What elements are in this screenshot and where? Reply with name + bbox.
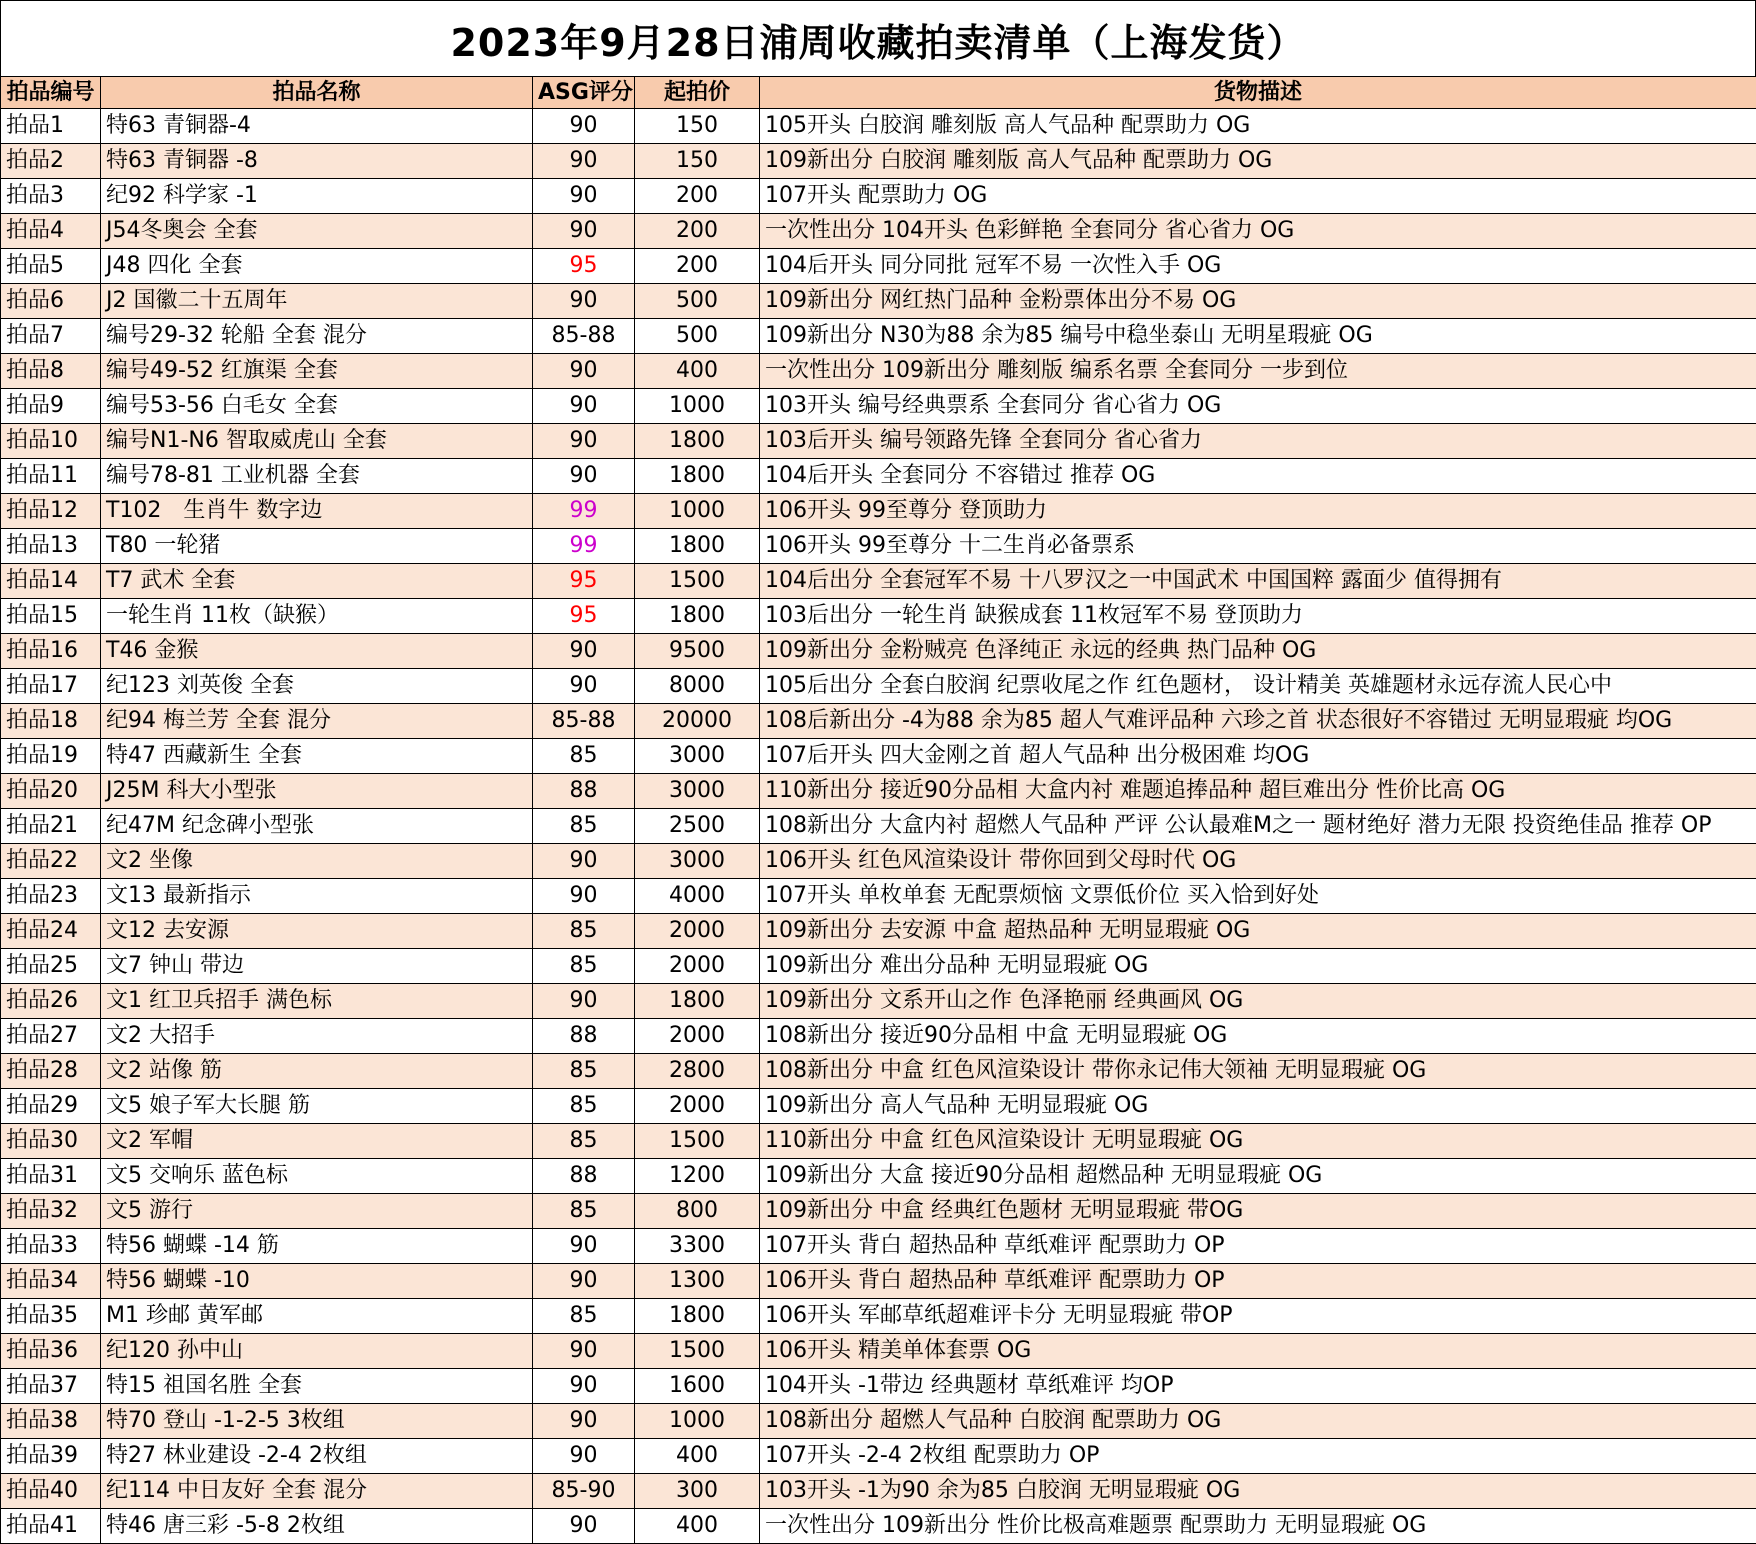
lot-name-cell[interactable]: 特47 西藏新生 全套	[101, 739, 533, 774]
table-row	[1, 179, 1756, 214]
description-cell[interactable]: 105后出分 全套白胶润 纪票收尾之作 红色题材， 设计精美 英雄题材永远存流人民心中	[760, 669, 1756, 704]
lot-number-cell[interactable]: 拍品14	[1, 564, 101, 599]
lot-name-cell[interactable]: 纪94 梅兰芳 全套 混分	[101, 704, 533, 739]
lot-name-cell[interactable]: 文2 大招手	[101, 1019, 533, 1054]
lot-name-cell[interactable]: 文7 钟山 带边	[101, 949, 533, 984]
description-cell[interactable]: 109新出分 高人气品种 无明显瑕疵 OG	[760, 1089, 1756, 1124]
lot-number-cell[interactable]: 拍品32	[1, 1194, 101, 1229]
lot-name-cell[interactable]: 编号53-56 白毛女 全套	[101, 389, 533, 424]
description-cell[interactable]: 110新出分 接近90分品相 大盒内衬 难题追捧品种 超巨难出分 性价比高 OG	[760, 774, 1756, 809]
starting-price-cell[interactable]: 9500	[635, 634, 760, 669]
lot-number-cell[interactable]: 拍品6	[1, 284, 101, 319]
description-cell[interactable]: 106开头 军邮草纸超难评卡分 无明显瑕疵 带OP	[760, 1299, 1756, 1334]
description-cell[interactable]: 109新出分 网红热门品种 金粉票体出分不易 OG	[760, 284, 1756, 319]
description-cell[interactable]: 109新出分 难出分品种 无明显瑕疵 OG	[760, 949, 1756, 984]
description-cell[interactable]: 107开头 -2-4 2枚组 配票助力 OP	[760, 1439, 1756, 1474]
lot-number-cell[interactable]: 拍品1	[1, 109, 101, 144]
header-description: 货物描述	[760, 77, 1756, 109]
starting-price-cell[interactable]: 1800	[635, 424, 760, 459]
lot-number-cell[interactable]: 拍品8	[1, 354, 101, 389]
description-cell[interactable]: 108新出分 接近90分品相 中盒 无明显瑕疵 OG	[760, 1019, 1756, 1054]
asg-grade-cell[interactable]: 99	[533, 494, 635, 529]
header-row	[1, 77, 1756, 109]
asg-grade-cell[interactable]: 90	[533, 1334, 635, 1369]
table-row	[1, 249, 1756, 284]
lot-name-cell[interactable]: 编号29-32 轮船 全套 混分	[101, 319, 533, 354]
table-row	[1, 634, 1756, 669]
lot-name-cell[interactable]: 特15 祖国名胜 全套	[101, 1369, 533, 1404]
description-cell[interactable]: 107开头 单枚单套 无配票烦恼 文票低价位 买入恰到好处	[760, 879, 1756, 914]
table-row	[1, 424, 1756, 459]
table-row	[1, 599, 1756, 634]
table-row	[1, 844, 1756, 879]
header-lot-number: 拍品编号	[1, 77, 101, 109]
starting-price-cell[interactable]: 1800	[635, 459, 760, 494]
table-row	[1, 1054, 1756, 1089]
lot-name-cell[interactable]: 文1 红卫兵招手 满色标	[101, 984, 533, 1019]
table-row	[1, 879, 1756, 914]
asg-grade-cell[interactable]: 85-88	[533, 704, 635, 739]
table-row	[1, 704, 1756, 739]
starting-price-cell[interactable]: 4000	[635, 879, 760, 914]
description-cell[interactable]: 104后开头 全套同分 不容错过 推荐 OG	[760, 459, 1756, 494]
lot-name-cell[interactable]: 文2 军帽	[101, 1124, 533, 1159]
starting-price-cell[interactable]: 3300	[635, 1229, 760, 1264]
starting-price-cell[interactable]: 400	[635, 1509, 760, 1544]
starting-price-cell[interactable]: 800	[635, 1194, 760, 1229]
table-row	[1, 949, 1756, 984]
starting-price-cell[interactable]: 150	[635, 109, 760, 144]
asg-grade-cell[interactable]: 90	[533, 1439, 635, 1474]
starting-price-cell[interactable]: 1800	[635, 984, 760, 1019]
description-cell[interactable]: 110新出分 中盒 红色风渲染设计 无明显瑕疵 OG	[760, 1124, 1756, 1159]
table-row	[1, 564, 1756, 599]
description-cell[interactable]: 107开头 配票助力 OG	[760, 179, 1756, 214]
lot-name-cell[interactable]: T80 一轮猪	[101, 529, 533, 564]
lot-number-cell[interactable]: 拍品23	[1, 879, 101, 914]
asg-grade-cell[interactable]: 85-90	[533, 1474, 635, 1509]
table-row	[1, 1229, 1756, 1264]
asg-grade-cell[interactable]: 99	[533, 529, 635, 564]
table-row	[1, 1439, 1756, 1474]
description-cell[interactable]: 106开头 99至尊分 十二生肖必备票系	[760, 529, 1756, 564]
lot-name-cell[interactable]: 纪47M 纪念碑小型张	[101, 809, 533, 844]
lot-name-cell[interactable]: 文5 交响乐 蓝色标	[101, 1159, 533, 1194]
lot-name-cell[interactable]: M1 珍邮 黄军邮	[101, 1299, 533, 1334]
lot-number-cell[interactable]: 拍品20	[1, 774, 101, 809]
table-row	[1, 1474, 1756, 1509]
asg-grade-cell[interactable]: 90	[533, 424, 635, 459]
starting-price-cell[interactable]: 400	[635, 354, 760, 389]
description-cell[interactable]: 109新出分 金粉贼亮 色泽纯正 永远的经典 热门品种 OG	[760, 634, 1756, 669]
lot-number-cell[interactable]: 拍品22	[1, 844, 101, 879]
table-row	[1, 459, 1756, 494]
lot-name-cell[interactable]: J48 四化 全套	[101, 249, 533, 284]
asg-grade-cell[interactable]: 90	[533, 284, 635, 319]
lot-number-cell[interactable]: 拍品5	[1, 249, 101, 284]
table-row	[1, 1509, 1756, 1544]
lot-name-cell[interactable]: J25M 科大小型张	[101, 774, 533, 809]
description-cell[interactable]: 108新出分 超燃人气品种 白胶润 配票助力 OG	[760, 1404, 1756, 1439]
description-cell[interactable]: 108新出分 中盒 红色风渲染设计 带你永记伟大领袖 无明显瑕疵 OG	[760, 1054, 1756, 1089]
table-row	[1, 529, 1756, 564]
description-cell[interactable]: 104后开头 同分同批 冠军不易 一次性入手 OG	[760, 249, 1756, 284]
lot-number-cell[interactable]: 拍品34	[1, 1264, 101, 1299]
header-lot-name: 拍品名称	[101, 77, 533, 109]
lot-number-cell[interactable]: 拍品24	[1, 914, 101, 949]
lot-name-cell[interactable]: 特56 蝴蝶 -10	[101, 1264, 533, 1299]
lot-name-cell[interactable]: J54冬奥会 全套	[101, 214, 533, 249]
starting-price-cell[interactable]: 1500	[635, 564, 760, 599]
table-row	[1, 669, 1756, 704]
lot-number-cell[interactable]: 拍品27	[1, 1019, 101, 1054]
lot-number-cell[interactable]: 拍品31	[1, 1159, 101, 1194]
starting-price-cell[interactable]: 1000	[635, 389, 760, 424]
lot-name-cell[interactable]: 特63 青铜器 -8	[101, 144, 533, 179]
table-row	[1, 809, 1756, 844]
table-row	[1, 1369, 1756, 1404]
asg-grade-cell[interactable]: 85	[533, 1194, 635, 1229]
asg-grade-cell[interactable]: 85	[533, 949, 635, 984]
lot-name-cell[interactable]: 特46 唐三彩 -5-8 2枚组	[101, 1509, 533, 1544]
lot-number-cell[interactable]: 拍品33	[1, 1229, 101, 1264]
asg-grade-cell[interactable]: 90	[533, 844, 635, 879]
description-cell[interactable]: 103后开头 编号领路先锋 全套同分 省心省力	[760, 424, 1756, 459]
lot-name-cell[interactable]: 特56 蝴蝶 -14 筋	[101, 1229, 533, 1264]
table-row	[1, 1124, 1756, 1159]
table-row	[1, 109, 1756, 144]
lot-name-cell[interactable]: 编号49-52 红旗渠 全套	[101, 354, 533, 389]
lot-number-cell[interactable]: 拍品41	[1, 1509, 101, 1544]
starting-price-cell[interactable]: 2800	[635, 1054, 760, 1089]
starting-price-cell[interactable]: 1200	[635, 1159, 760, 1194]
table-row	[1, 494, 1756, 529]
lot-name-cell[interactable]: 纪92 科学家 -1	[101, 179, 533, 214]
asg-grade-cell[interactable]: 85	[533, 1054, 635, 1089]
lot-number-cell[interactable]: 拍品18	[1, 704, 101, 739]
lot-number-cell[interactable]: 拍品10	[1, 424, 101, 459]
lot-number-cell[interactable]: 拍品12	[1, 494, 101, 529]
lot-name-cell[interactable]: 纪123 刘英俊 全套	[101, 669, 533, 704]
starting-price-cell[interactable]: 1600	[635, 1369, 760, 1404]
asg-grade-cell[interactable]: 90	[533, 669, 635, 704]
lot-number-cell[interactable]: 拍品35	[1, 1299, 101, 1334]
asg-grade-cell[interactable]: 90	[533, 984, 635, 1019]
asg-grade-cell[interactable]: 90	[533, 634, 635, 669]
lot-number-cell[interactable]: 拍品39	[1, 1439, 101, 1474]
lot-number-cell[interactable]: 拍品26	[1, 984, 101, 1019]
lot-name-cell[interactable]: 特27 林业建设 -2-4 2枚组	[101, 1439, 533, 1474]
lot-name-cell[interactable]: 文2 坐像	[101, 844, 533, 879]
lot-name-cell[interactable]: 编号78-81 工业机器 全套	[101, 459, 533, 494]
starting-price-cell[interactable]: 2500	[635, 809, 760, 844]
description-cell[interactable]: 一次性出分 109新出分 性价比极高难题票 配票助力 无明显瑕疵 OG	[760, 1509, 1756, 1544]
starting-price-cell[interactable]: 400	[635, 1439, 760, 1474]
lot-number-cell[interactable]: 拍品7	[1, 319, 101, 354]
description-cell[interactable]: 107后开头 四大金刚之首 超人气品种 出分极困难 均OG	[760, 739, 1756, 774]
lot-name-cell[interactable]: J2 国徽二十五周年	[101, 284, 533, 319]
asg-grade-cell[interactable]: 90	[533, 144, 635, 179]
starting-price-cell[interactable]: 1000	[635, 494, 760, 529]
asg-grade-cell[interactable]: 90	[533, 109, 635, 144]
table-row	[1, 1334, 1756, 1369]
lot-number-cell[interactable]: 拍品28	[1, 1054, 101, 1089]
starting-price-cell[interactable]: 2000	[635, 1089, 760, 1124]
asg-grade-cell[interactable]: 85	[533, 1299, 635, 1334]
description-cell[interactable]: 108后新出分 -4为88 余为85 超人气难评品种 六珍之首 状态很好不容错过 无明显瑕疵 均OG	[760, 704, 1756, 739]
asg-grade-cell[interactable]: 88	[533, 1019, 635, 1054]
table-row	[1, 1264, 1756, 1299]
asg-grade-cell[interactable]: 88	[533, 774, 635, 809]
asg-grade-cell[interactable]: 85	[533, 1089, 635, 1124]
table-row	[1, 739, 1756, 774]
lot-number-cell[interactable]: 拍品37	[1, 1369, 101, 1404]
starting-price-cell[interactable]: 8000	[635, 669, 760, 704]
lot-name-cell[interactable]: 特70 登山 -1-2-5 3枚组	[101, 1404, 533, 1439]
table-row	[1, 914, 1756, 949]
lot-number-cell[interactable]: 拍品3	[1, 179, 101, 214]
asg-grade-cell[interactable]: 85	[533, 739, 635, 774]
lot-number-cell[interactable]: 拍品21	[1, 809, 101, 844]
lot-name-cell[interactable]: 文12 去安源	[101, 914, 533, 949]
lot-number-cell[interactable]: 拍品2	[1, 144, 101, 179]
description-cell[interactable]: 106开头 99至尊分 登顶助力	[760, 494, 1756, 529]
table-row	[1, 319, 1756, 354]
table-row	[1, 1299, 1756, 1334]
starting-price-cell[interactable]: 200	[635, 179, 760, 214]
asg-grade-cell[interactable]: 90	[533, 1369, 635, 1404]
starting-price-cell[interactable]: 1800	[635, 1299, 760, 1334]
table-row	[1, 984, 1756, 1019]
table-row	[1, 144, 1756, 179]
description-cell[interactable]: 108新出分 大盒内衬 超燃人气品种 严评 公认最难M之一 题材绝好 潜力无限 投资绝佳品 推荐 OP	[760, 809, 1756, 844]
starting-price-cell[interactable]: 500	[635, 319, 760, 354]
description-cell[interactable]: 107开头 背白 超热品种 草纸难评 配票助力 OP	[760, 1229, 1756, 1264]
asg-grade-cell[interactable]: 85-88	[533, 319, 635, 354]
lot-number-cell[interactable]: 拍品25	[1, 949, 101, 984]
description-cell[interactable]: 104开头 -1带边 经典题材 草纸难评 均OP	[760, 1369, 1756, 1404]
description-cell[interactable]: 103后出分 一轮生肖 缺猴成套 11枚冠军不易 登顶助力	[760, 599, 1756, 634]
lot-number-cell[interactable]: 拍品4	[1, 214, 101, 249]
description-cell[interactable]: 106开头 红色风渲染设计 带你回到父母时代 OG	[760, 844, 1756, 879]
starting-price-cell[interactable]: 2000	[635, 949, 760, 984]
starting-price-cell[interactable]: 1500	[635, 1334, 760, 1369]
description-cell[interactable]: 109新出分 N30为88 余为85 编号中稳坐泰山 无明星瑕疵 OG	[760, 319, 1756, 354]
asg-grade-cell[interactable]: 90	[533, 354, 635, 389]
starting-price-cell[interactable]: 500	[635, 284, 760, 319]
header-starting-price: 起拍价	[635, 77, 760, 109]
description-cell[interactable]: 103开头 编号经典票系 全套同分 省心省力 OG	[760, 389, 1756, 424]
sheet-title: 2023年9月28日浦周收藏拍卖清单（上海发货）	[0, 0, 1756, 77]
description-cell[interactable]: 一次性出分 104开头 色彩鲜艳 全套同分 省心省力 OG	[760, 214, 1756, 249]
description-cell[interactable]: 109新出分 去安源 中盒 超热品种 无明显瑕疵 OG	[760, 914, 1756, 949]
table-row	[1, 1089, 1756, 1124]
starting-price-cell[interactable]: 1000	[635, 1404, 760, 1439]
lot-number-cell[interactable]: 拍品30	[1, 1124, 101, 1159]
auction-table	[0, 76, 1756, 1544]
lot-number-cell[interactable]: 拍品11	[1, 459, 101, 494]
table-header	[1, 77, 1756, 109]
lot-number-cell[interactable]: 拍品19	[1, 739, 101, 774]
lot-name-cell[interactable]: 一轮生肖 11枚（缺猴）	[101, 599, 533, 634]
starting-price-cell[interactable]: 1300	[635, 1264, 760, 1299]
lot-name-cell[interactable]: 文5 游行	[101, 1194, 533, 1229]
lot-number-cell[interactable]: 拍品15	[1, 599, 101, 634]
table-body	[1, 109, 1756, 1544]
description-cell[interactable]: 109新出分 文系开山之作 色泽艳丽 经典画风 OG	[760, 984, 1756, 1019]
starting-price-cell[interactable]: 1800	[635, 529, 760, 564]
table-row	[1, 1019, 1756, 1054]
lot-number-cell[interactable]: 拍品36	[1, 1334, 101, 1369]
starting-price-cell[interactable]: 3000	[635, 739, 760, 774]
lot-number-cell[interactable]: 拍品29	[1, 1089, 101, 1124]
asg-grade-cell[interactable]: 90	[533, 1509, 635, 1544]
lot-name-cell[interactable]: T46 金猴	[101, 634, 533, 669]
lot-name-cell[interactable]: 编号N1-N6 智取威虎山 全套	[101, 424, 533, 459]
starting-price-cell[interactable]: 3000	[635, 844, 760, 879]
lot-name-cell[interactable]: 纪114 中日友好 全套 混分	[101, 1474, 533, 1509]
table-row	[1, 1159, 1756, 1194]
lot-name-cell[interactable]: 纪120 孙中山	[101, 1334, 533, 1369]
description-cell[interactable]: 106开头 精美单体套票 OG	[760, 1334, 1756, 1369]
asg-grade-cell[interactable]: 95	[533, 599, 635, 634]
description-cell[interactable]: 105开头 白胶润 雕刻版 高人气品种 配票助力 OG	[760, 109, 1756, 144]
asg-grade-cell[interactable]: 85	[533, 809, 635, 844]
lot-number-cell[interactable]: 拍品40	[1, 1474, 101, 1509]
table-row	[1, 284, 1756, 319]
starting-price-cell[interactable]: 2000	[635, 914, 760, 949]
lot-number-cell[interactable]: 拍品38	[1, 1404, 101, 1439]
description-cell[interactable]: 109新出分 中盒 经典红色题材 无明显瑕疵 带OG	[760, 1194, 1756, 1229]
asg-grade-cell[interactable]: 95	[533, 249, 635, 284]
asg-grade-cell[interactable]: 88	[533, 1159, 635, 1194]
table-row	[1, 774, 1756, 809]
header-asg-grade: ASG评分	[533, 77, 635, 109]
description-cell[interactable]: 一次性出分 109新出分 雕刻版 编系名票 全套同分 一步到位	[760, 354, 1756, 389]
lot-name-cell[interactable]: 文13 最新指示	[101, 879, 533, 914]
lot-name-cell[interactable]: 文2 站像 筋	[101, 1054, 533, 1089]
description-cell[interactable]: 106开头 背白 超热品种 草纸难评 配票助力 OP	[760, 1264, 1756, 1299]
starting-price-cell[interactable]: 200	[635, 249, 760, 284]
lot-name-cell[interactable]: T7 武术 全套	[101, 564, 533, 599]
lot-number-cell[interactable]: 拍品9	[1, 389, 101, 424]
table-row	[1, 389, 1756, 424]
asg-grade-cell[interactable]: 90	[533, 214, 635, 249]
table-row	[1, 354, 1756, 389]
asg-grade-cell[interactable]: 90	[533, 179, 635, 214]
description-cell[interactable]: 104后出分 全套冠军不易 十八罗汉之一中国武术 中国国粹 露面少 值得拥有	[760, 564, 1756, 599]
lot-number-cell[interactable]: 拍品13	[1, 529, 101, 564]
asg-grade-cell[interactable]: 90	[533, 1264, 635, 1299]
description-cell[interactable]: 103开头 -1为90 余为85 白胶润 无明显瑕疵 OG	[760, 1474, 1756, 1509]
lot-number-cell[interactable]: 拍品17	[1, 669, 101, 704]
starting-price-cell[interactable]: 150	[635, 144, 760, 179]
starting-price-cell[interactable]: 20000	[635, 704, 760, 739]
starting-price-cell[interactable]: 200	[635, 214, 760, 249]
lot-name-cell[interactable]: T102 生肖牛 数字边	[101, 494, 533, 529]
asg-grade-cell[interactable]: 90	[533, 459, 635, 494]
lot-name-cell[interactable]: 文5 娘子军大长腿 筋	[101, 1089, 533, 1124]
table-row	[1, 214, 1756, 249]
starting-price-cell[interactable]: 1800	[635, 599, 760, 634]
lot-number-cell[interactable]: 拍品16	[1, 634, 101, 669]
asg-grade-cell[interactable]: 90	[533, 1404, 635, 1439]
asg-grade-cell[interactable]: 85	[533, 914, 635, 949]
asg-grade-cell[interactable]: 95	[533, 564, 635, 599]
starting-price-cell[interactable]: 1500	[635, 1124, 760, 1159]
starting-price-cell[interactable]: 2000	[635, 1019, 760, 1054]
asg-grade-cell[interactable]: 90	[533, 1229, 635, 1264]
description-cell[interactable]: 109新出分 大盒 接近90分品相 超燃品种 无明显瑕疵 OG	[760, 1159, 1756, 1194]
description-cell[interactable]: 109新出分 白胶润 雕刻版 高人气品种 配票助力 OG	[760, 144, 1756, 179]
asg-grade-cell[interactable]: 90	[533, 879, 635, 914]
lot-name-cell[interactable]: 特63 青铜器-4	[101, 109, 533, 144]
table-row	[1, 1404, 1756, 1439]
table-row	[1, 1194, 1756, 1229]
asg-grade-cell[interactable]: 85	[533, 1124, 635, 1159]
asg-grade-cell[interactable]: 90	[533, 389, 635, 424]
starting-price-cell[interactable]: 300	[635, 1474, 760, 1509]
starting-price-cell[interactable]: 3000	[635, 774, 760, 809]
